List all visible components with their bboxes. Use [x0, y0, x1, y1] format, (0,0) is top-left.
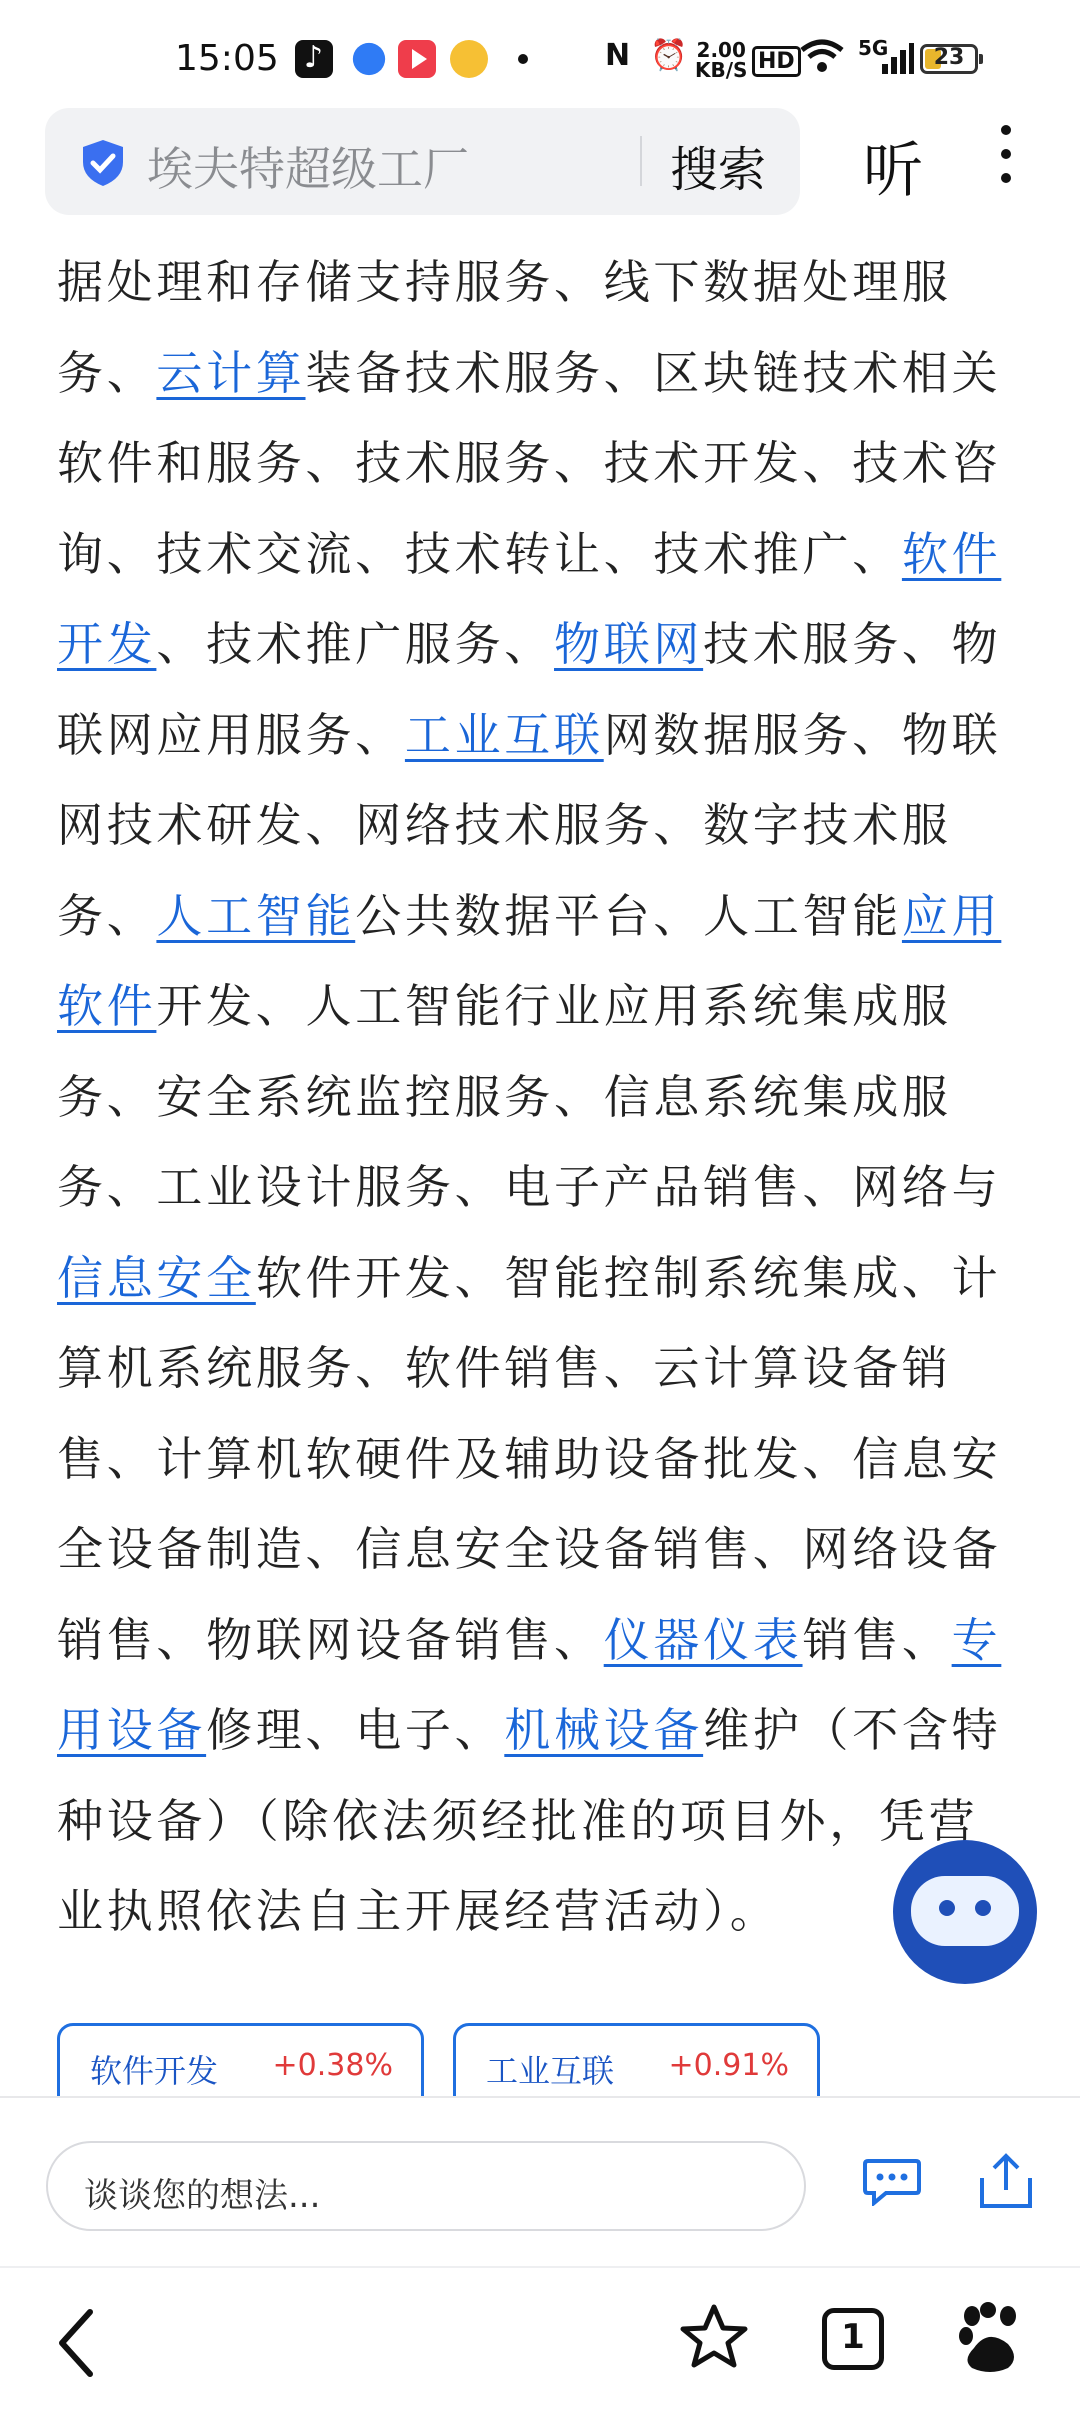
bottom-nav [0, 2266, 1080, 2414]
article-link[interactable]: 仪器仪表 [603, 1612, 803, 1667]
more-notifications-dot-icon [518, 54, 528, 64]
article-link[interactable]: 应用软件 [57, 888, 1002, 1033]
more-menu-icon[interactable] [996, 125, 1016, 195]
listen-button[interactable]: 听 [863, 136, 923, 206]
article-text: 据处理和存储支持服务、线下数据处理服务、 [57, 255, 952, 400]
tag-change: +0.38% [272, 2048, 393, 2083]
app-notification-icon [353, 43, 385, 75]
article-link[interactable]: 物联网 [554, 617, 704, 671]
baidu-paw-icon[interactable] [958, 2302, 1022, 2374]
status-time: 15:05 [175, 38, 279, 79]
net-speed-value: 2.00 [696, 38, 746, 62]
share-icon[interactable] [978, 2152, 1034, 2210]
video-app-icon [398, 40, 436, 78]
search-box[interactable] [45, 108, 800, 215]
stock-tags [57, 2023, 1057, 2098]
article-text: 网数据服务、物联网技术研发、网络技术服务、数字技术服务、 [57, 707, 1002, 943]
article-text: 修理、电子、 [206, 1703, 505, 1757]
search-divider [640, 136, 642, 186]
net-speed-unit: KB/S [695, 58, 748, 82]
hd-icon: HD [752, 46, 801, 77]
signal-icon [858, 36, 888, 60]
shield-icon [80, 138, 126, 188]
tabs-button[interactable] [822, 2308, 884, 2370]
nfc-icon: N [605, 38, 631, 73]
article-text: 维护（不含特种设备）（除依法须经批准的项目外，凭营业执照依法自主开展经营活动）。 [57, 1703, 1002, 1938]
battery-level: 23 [933, 45, 965, 70]
network-type: 5G [858, 36, 889, 60]
tag-label: 工业互联 [486, 2052, 615, 2090]
ai-assistant-robot-icon[interactable] [893, 1840, 1037, 1984]
tag-change: +0.91% [668, 2048, 789, 2083]
comment-bar [0, 2096, 1080, 2268]
article-link[interactable]: 云计算 [156, 345, 306, 400]
article-body [57, 237, 1023, 1957]
search-button[interactable]: 搜索 [670, 142, 767, 198]
article-link[interactable]: 信息安全 [57, 1250, 256, 1305]
search-header [0, 105, 1080, 230]
comment-icon[interactable] [862, 2158, 922, 2206]
article-text: 开发、人工智能行业应用系统集成服务、安全系统监控服务、信息系统集成服务、工业设计服务、电子产品销售、网络与 [57, 979, 1002, 1214]
back-icon[interactable] [56, 2308, 96, 2378]
tiktok-icon [295, 40, 333, 78]
comment-input[interactable] [46, 2141, 806, 2231]
article-text: 销售、 [802, 1612, 952, 1667]
search-query[interactable]: 埃夫特超级工厂 [147, 142, 469, 196]
article-link[interactable]: 软件开发 [57, 526, 1002, 671]
article-link[interactable]: 机械设备 [504, 1703, 704, 1757]
tab-count: 1 [841, 2317, 865, 2357]
net-speed [695, 40, 747, 80]
article-link[interactable]: 工业互联 [404, 707, 604, 762]
alarm-icon: ⏰ [650, 38, 688, 73]
status-bar [0, 0, 1080, 110]
article-text: 公共数据平台、人工智能 [355, 888, 902, 943]
article-link[interactable]: 人工智能 [156, 888, 356, 943]
battery-icon [920, 44, 978, 74]
article-text: 软件开发、智能控制系统集成、计算机系统服务、软件销售、云计算设备销售、计算机软硬件及辅助设备批发、信息安全设备制造、信息安全设备销售、网络设备销售、物联网设备销售、 [57, 1250, 1002, 1667]
favorite-star-icon[interactable] [679, 2302, 749, 2372]
article-text: 、技术推广服务、 [156, 617, 555, 671]
article-text: 技术服务、物联网应用服务、 [57, 617, 1002, 762]
article-text: 装备技术服务、区块链技术相关软件和服务、技术服务、技术开发、技术咨询、技术交流、技术转让、技术推广、 [57, 345, 1002, 581]
article-link[interactable]: 专用设备 [57, 1612, 1002, 1757]
comment-placeholder: 谈谈您的想法... [84, 2176, 321, 2216]
weibo-icon [450, 40, 488, 78]
tag-label: 软件开发 [90, 2052, 219, 2090]
wifi-icon [800, 38, 844, 82]
